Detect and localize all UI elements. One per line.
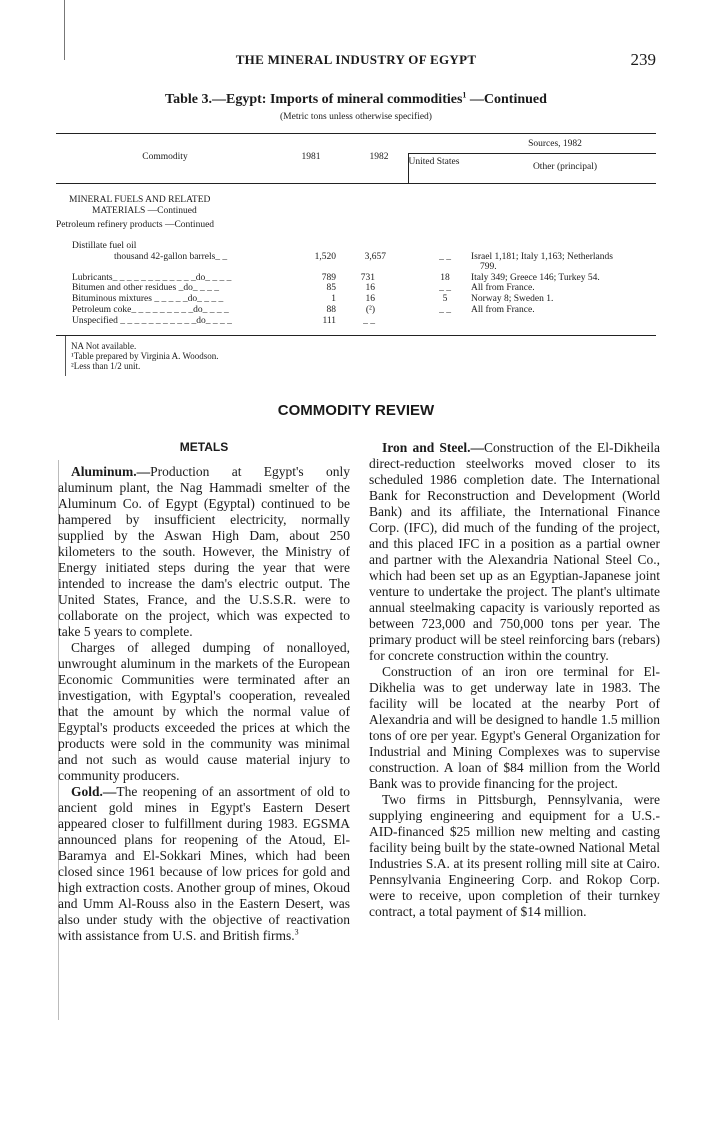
table-note: NA Not available. bbox=[71, 341, 137, 351]
table-row-commodity: Bitumen and other residues _do_ _ _ _ bbox=[72, 283, 219, 293]
table-row-commodity: thousand 42-gallon barrels_ _ bbox=[114, 252, 228, 262]
right-column bbox=[369, 440, 660, 920]
table-row-1981: 111 bbox=[322, 316, 336, 326]
header-1981: 1981 bbox=[301, 152, 321, 162]
table-row-1982: _ _ bbox=[363, 316, 375, 326]
table-row-1982: 16 bbox=[365, 283, 375, 293]
header-other: Other (principal) bbox=[532, 162, 598, 172]
page-number: 239 bbox=[630, 50, 656, 69]
table-row-other: 799. bbox=[480, 262, 497, 272]
table-row-commodity: Lubricants_ _ _ _ _ _ _ _ _ _ _ _do_ _ _ _ bbox=[72, 273, 232, 283]
paragraph: Charges of alleged dumping of nonalloyed, unwrought aluminum in the markets of the European Economic Communities were terminated after an investigation, with Egyptal's cooperation, revealed that the amount by which the normal value of Egyptal's products exceeded the prices at which the products were sold in the community was minimal and not such as would cause material injury to community producers. bbox=[58, 640, 350, 783]
table-row-commodity: Bituminous mixtures _ _ _ _ _do_ _ _ _ bbox=[72, 294, 224, 304]
paragraph: Two firms in Pittsburgh, Pennsylvania, were supplying engineering and equipment for a U.S.-AID-financed $25 million new melting and casting facility being built by the state-owned National Metal Industries S.A. at its present rolling mill site at Cairo. Pennsylvania Engineering Corp. and Rokop Corp. were to receive, upon completion of their turnkey contract, a total payment of $14 million. bbox=[369, 792, 660, 919]
table-bottom-rule bbox=[56, 335, 656, 336]
table-row-commodity: Petroleum coke_ _ _ _ _ _ _ _ _do_ _ _ _ bbox=[72, 305, 229, 315]
table-top-rule bbox=[56, 133, 656, 134]
table-row-us: 5 bbox=[442, 294, 448, 304]
section-label-continued: MATERIALS —Continued bbox=[92, 206, 197, 216]
table-row-other: Norway 8; Sweden 1. bbox=[471, 294, 554, 304]
table-footnote: ²Less than 1/2 unit. bbox=[71, 361, 141, 371]
paragraph: Iron and Steel.—Construction of the El-Dikheila direct-reduction steelworks moved closer to its scheduled 1986 completion date. The International Bank for Reconstruction and Development (World Bank) and its affiliate, the International Finance Corp. (IFC), did much of the funding of the project, and this placed IFC in a position as a partial owner and partner with the Alexandria National Steel Co., which had been set up as an Egyptian-Japanese joint venture to undertake the project. The plant's ultimate annual steelmaking capacity is variously reported as between 723,000 and 750,000 tons per year. The primary product will be steel reinforcing bars (rebars) for concrete construction within the country. bbox=[369, 440, 660, 663]
table-row-1982: 3,657 bbox=[364, 252, 386, 262]
table-row-other: All from France. bbox=[471, 305, 535, 315]
table-row-1981: 85 bbox=[326, 283, 336, 293]
table-row-other: Israel 1,181; Italy 1,163; Netherlands bbox=[471, 252, 613, 262]
table-row-other: All from France. bbox=[471, 283, 535, 293]
paragraph: Aluminum.—Production at Egypt's only aluminum plant, the Nag Hammadi smelter of the Aluminum Co. of Egypt (Egyptal) continued to be hampered by insufficient electricity, normally supplied by the Aswan High Dam, about 250 kilometers to the south. However, the Ministry of Energy initiated steps during the year that were intended to increase the dam's electric output. The United States, France, and the U.S.S.R. were to collaborate on the project, which was expected to take 5 years to complete. bbox=[58, 464, 350, 639]
table-row-other: Italy 349; Greece 146; Turkey 54. bbox=[471, 273, 600, 283]
table-row-us: 18 bbox=[440, 273, 450, 283]
table-row-us: _ _ bbox=[439, 305, 451, 315]
running-header: THE MINERAL INDUSTRY OF EGYPT bbox=[235, 52, 477, 67]
subsection-heading: METALS bbox=[179, 440, 229, 454]
header-sources: Sources, 1982 bbox=[528, 139, 582, 149]
table-footnote: ¹Table prepared by Virginia A. Woodson. bbox=[71, 351, 219, 361]
header-united-states: United States bbox=[408, 157, 460, 167]
paragraph: Gold.—The reopening of an assortment of old to ancient gold mines in Egypt's Eastern Desert appeared closer to fulfillment during 1983. EGSMA announced plans for reopening of the Atoud, El-Baramya and El-Sokkari Mines, which had been closed since 1961 because of low prices for gold and high extraction costs. Another group of mines, Okoud and Umm Al-Rouss also in the Eastern Desert, was also under study with the objective of reactivation with assistance from U.S. and British firms.$^3$ bbox=[58, 784, 350, 943]
left-column bbox=[58, 464, 350, 944]
table-row-1981: 1 bbox=[331, 294, 336, 304]
table-row-us: _ _ bbox=[439, 252, 451, 262]
section-label: MINERAL FUELS AND RELATED bbox=[69, 195, 211, 205]
notes-left-bar bbox=[65, 336, 66, 376]
table-row-1981: 789 bbox=[321, 273, 336, 283]
table-row-commodity: Distillate fuel oil bbox=[72, 241, 137, 251]
table-row-1982: 16 bbox=[365, 294, 375, 304]
table-row-1981: 88 bbox=[326, 305, 336, 315]
subsection-label: Petroleum refinery products —Continued bbox=[56, 220, 215, 230]
table-row-us: _ _ bbox=[439, 283, 451, 293]
scan-margin-line bbox=[64, 0, 65, 60]
section-heading: COMMODITY REVIEW bbox=[277, 402, 435, 419]
table-subtitle: (Metric tons unless otherwise specified) bbox=[280, 112, 432, 122]
table-row-commodity: Unspecified _ _ _ _ _ _ _ _ _ _ _do_ _ _ _ bbox=[72, 316, 232, 326]
header-commodity: Commodity bbox=[142, 152, 188, 162]
sources-rule bbox=[408, 153, 656, 154]
table-title: Table 3.—Egypt: Imports of mineral commodities$^1$ —Continued bbox=[165, 90, 547, 107]
table-row-1982: 731 bbox=[360, 273, 375, 283]
table-row-1982: (²) bbox=[365, 305, 375, 315]
header-bottom-rule bbox=[56, 183, 656, 184]
paragraph: Construction of an iron ore terminal for El-Dikhelia was to get underway late in 1983. The facility will be located at the nearby Port of Alexandria and will be designed to handle 1.5 million tons of ore per year. Egypt's General Organization for Industrial and Mining Complexes was to supervise construction. A loan of $84 million from the World Bank was to provide financing for the project. bbox=[369, 664, 660, 791]
header-1982: 1982 bbox=[369, 152, 389, 162]
table-row-1981: 1,520 bbox=[314, 252, 336, 262]
